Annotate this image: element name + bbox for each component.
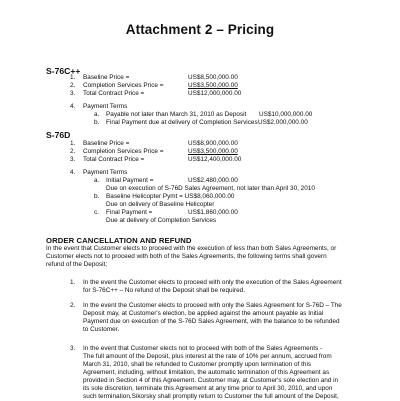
price-value: US$12,000,000.00 [188,90,242,97]
list-number: 2. [70,82,76,89]
list-number: 3. [70,90,76,97]
payment-value: US$10,000,000.00 [259,111,313,118]
list-number: 1. [70,140,76,147]
price-label: Total Contract Price = [83,156,145,163]
price-value: US$8,900,000.00 [188,140,238,147]
list-number: 3. [70,345,76,352]
intro-line: refund of the Deposit; [46,261,108,268]
price-value: US$3,500,000.00 [188,148,238,155]
price-label: Completion Services Price = [83,148,164,155]
payment-terms-label: Payment Terms [83,169,128,176]
sublist-letter: b. [94,193,100,200]
clause-line: Deposit may, at Customer's election, be applied against the amount payable as Initial [83,310,324,317]
clause-line: for S-76C++ – No refund of the Deposit shall be required. [83,287,245,294]
clause-line: its sole discretion, terminate this Agreement at any time prior to April 30, 2010, and upon [83,385,333,392]
clause-line: such termination,Sikorsky shall promptly return to Customer the full amount of the Deposit, [83,393,339,400]
list-number: 2. [70,148,76,155]
payment-note: Due at delivery of Completion Services [106,217,217,224]
list-number: 4. [70,169,76,176]
price-value: US$8,500,000.00 [188,74,238,81]
list-number: 2. [70,302,76,309]
payment-value: US$1,860,000.00 [188,209,238,216]
sublist-letter: a. [94,111,100,118]
payment-text: Payable not later than March 31, 2010 as Deposit [106,111,247,118]
payment-text: Initial Payment = [106,177,154,184]
price-label: Baseline Price = [83,140,130,147]
payment-value: US$2,480,000.00 [188,177,238,184]
clause-line: In the event the Customer elects to proceed with only the execution of the Sales Agreement [83,279,342,286]
payment-value: US$2,000,000.00 [258,119,308,126]
section-heading-s76d: S-76D [46,130,71,140]
page-title: Attachment 2 – Pricing [125,22,275,37]
payment-text: Baseline Helicopter Pymt = US$8,060,000.00 [106,193,235,200]
clause-line: to Customer. [83,326,120,333]
payment-note: Due on execution of S-76D Sales Agreement, not later than April 30, 2010 [106,185,315,192]
price-label: Completion Services Price = [83,82,164,89]
price-value: US$3,500,000.00 [188,82,238,89]
sublist-letter: a. [94,177,100,184]
sublist-letter: b. [94,119,100,126]
payment-text: Final Payment = [106,209,153,216]
price-label: Baseline Price = [83,74,130,81]
payment-terms-label: Payment Terms [83,103,128,110]
sublist-letter: c. [94,209,99,216]
clause-line: provided in Section 4 of this Agreement. Customer may, at Customer's sole election and in [83,377,339,384]
clause-line: In the event that Customer elects not to proceed with both of the Sales Agreements - [83,345,323,352]
payment-note: Due on delivery of Baseline Helicopter [106,201,215,208]
intro-line: Customer elects not to proceed with both of the Sales Agreements, the following terms shall govern [46,253,327,260]
list-number: 3. [70,156,76,163]
section-heading-s76cpp: S-76C++ [46,66,81,76]
clause-line: Agreement, including, without limitation, the automatic termination of this Agreement as [83,369,330,376]
clause-line: The full amount of the Deposit, plus interest at the rate of 10% per annum, accrued from [83,353,332,360]
list-number: 1. [70,279,76,286]
payment-text: Final Payment due at delivery of Completion Services [106,119,258,126]
list-number: 1. [70,74,76,81]
intro-line: In the event that Customer elects to proceed with the execution of less than both Sales Agreements, or [46,245,337,252]
clause-line: March 31, 2010, shall be refunded to Customer promptly upon termination of this [83,361,312,368]
section-heading-cancellation: ORDER CANCELLATION AND REFUND [46,236,192,245]
price-value: US$12,400,000.00 [188,156,242,163]
clause-line: In the event the Customer elects to proceed with only the Sales Agreement for S-76D – The [83,302,342,309]
price-label: Total Contract Price = [83,90,145,97]
clause-line: Payment due on execution of the S-76D Sales Agreement, with the balance to be refunded [83,318,340,325]
list-number: 4. [70,103,76,110]
